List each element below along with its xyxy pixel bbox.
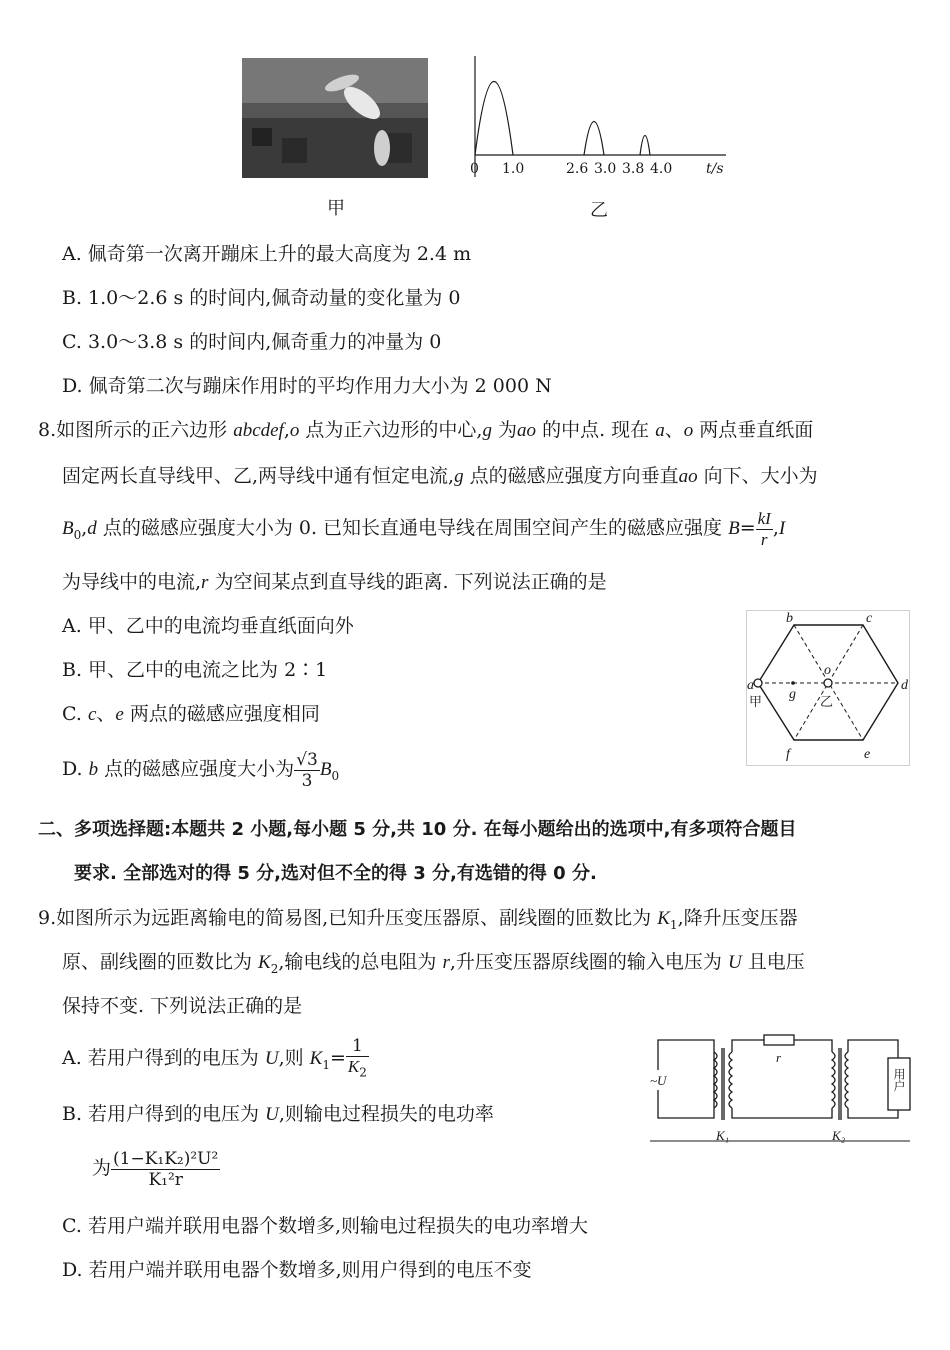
option-a-fraction: $\frac{1}{K_2}$ bbox=[347, 1036, 367, 1080]
user-label: 用户 bbox=[892, 1068, 906, 1092]
label-jia: 甲 bbox=[749, 695, 763, 710]
q9-stem-line-2: 原、副线圈的匝数比为 $K_2$,输电线的总电阻为 r,升压变压器原线圈的输入电压为 U 且电压 bbox=[62, 951, 805, 976]
q8-option-b: B. 甲、乙中的电流之比为 2∶1 bbox=[62, 659, 328, 681]
q9-option-d: D. 若用户端并联用电器个数增多,则用户得到的电压不变 bbox=[62, 1259, 532, 1281]
option-b-fraction: $\frac{\text{(1−K₁K₂)²U²}}{\text{K₁²r}}$ bbox=[113, 1148, 219, 1190]
k2-label: K₂ bbox=[832, 1128, 846, 1143]
resistor-label: r bbox=[776, 1050, 782, 1065]
tick-label: 0 bbox=[470, 161, 479, 177]
label-e: e bbox=[864, 747, 871, 762]
sqrt3-over-3-fraction: $\frac{√3}{3}$ bbox=[296, 749, 318, 791]
q9-option-b-line-2: 为 $\frac{\text{(1−K₁K₂)²U²}}{\text{K₁²r}}$ bbox=[92, 1148, 219, 1190]
bounce-graph bbox=[458, 52, 738, 182]
tick-label: 3.0 bbox=[594, 161, 617, 177]
q9-option-b-line-1: B. 若用户得到的电压为 U,则输电过程损失的电功率 bbox=[62, 1103, 494, 1125]
q7-option-a: A. 佩奇第一次离开蹦床上升的最大高度为 2.4 m bbox=[62, 243, 472, 265]
k1-label: K₁ bbox=[716, 1128, 730, 1143]
q8-option-c: C. c、e 两点的磁感应强度相同 bbox=[62, 703, 320, 725]
q7-option-d: D. 佩奇第二次与蹦床作用时的平均作用力大小为 2 000 N bbox=[62, 375, 552, 397]
photo-caption: 甲 bbox=[327, 198, 345, 219]
label-c: c bbox=[866, 611, 873, 626]
q9-number: 9. bbox=[38, 907, 57, 929]
third-bounce-arc bbox=[640, 136, 650, 156]
axis-label: t/s bbox=[706, 161, 724, 177]
point-g-dot bbox=[791, 681, 795, 685]
label-yi: 乙 bbox=[820, 695, 834, 710]
section-2-header-line-2: 要求. 全部选对的得 5 分,选对但不全的得 3 分,有选错的得 0 分. bbox=[74, 863, 597, 884]
label-f: f bbox=[786, 747, 790, 762]
q8-number: 8. bbox=[38, 419, 57, 441]
label-g: g bbox=[789, 687, 796, 702]
hexagon-diagram bbox=[746, 610, 910, 766]
q9-option-c: C. 若用户端并联用电器个数增多,则输电过程损失的电功率增大 bbox=[62, 1215, 588, 1237]
q8-stem-line-2: 固定两长直导线甲、乙,两导线中通有恒定电流,g 点的磁感应强度方向垂直ao 向下、大小为 bbox=[62, 465, 818, 487]
q9-stem-line-1: 9.如图所示为远距离输电的简易图,已知升压变压器原、副线圈的匝数比为 $K_1$,降升压变压器 bbox=[38, 907, 798, 932]
q8-stem-line-4: 为导线中的电流,r 为空间某点到直导线的距离. 下列说法正确的是 bbox=[62, 571, 607, 593]
section-2-header-line-1: 二、多项选择题:本题共 2 小题,每小题 5 分,共 10 分. 在每小题给出的选项中,有多项符合题目 bbox=[38, 819, 797, 840]
q9-stem-line-3: 保持不变. 下列说法正确的是 bbox=[62, 995, 303, 1017]
label-d: d bbox=[901, 678, 908, 693]
graph-caption: 乙 bbox=[590, 200, 608, 221]
wire-jia-marker bbox=[754, 679, 762, 687]
resistor-r bbox=[764, 1035, 794, 1045]
trampoline-photo bbox=[242, 58, 428, 178]
tick-label: 3.8 bbox=[622, 161, 645, 177]
label-o: o bbox=[824, 663, 831, 678]
q9-option-a: A. 若用户得到的电压为 U,则 $K_1=$ $\frac{1}{K_2}$ bbox=[62, 1036, 369, 1087]
tick-label: 2.6 bbox=[566, 161, 589, 177]
transmission-circuit bbox=[648, 1030, 912, 1148]
tick-label: 4.0 bbox=[650, 161, 673, 177]
q7-option-b: B. 1.0～2.6 s 的时间内,佩奇动量的变化量为 0 bbox=[62, 287, 461, 309]
label-b: b bbox=[786, 611, 793, 626]
first-bounce-arc bbox=[475, 82, 513, 156]
q7-option-c: C. 3.0～3.8 s 的时间内,佩奇重力的冲量为 0 bbox=[62, 331, 442, 353]
wire-yi-marker bbox=[824, 679, 832, 687]
source-label: ~U bbox=[650, 1073, 667, 1088]
field-formula-fraction: $\frac{kI}{r}$ bbox=[757, 508, 771, 549]
q8-stem-line-3: $B_0,d$ 点的磁感应强度大小为 0. 已知长直通电导线在周围空间产生的磁感应强度 B= $\frac{kI}{r}$ ,I bbox=[62, 508, 786, 549]
q8-stem-line-1: 8.如图所示的正六边形 abcdef,o 点为正六边形的中心,g 为ao 的中点. 现在 a、o 两点垂直纸面 bbox=[38, 419, 814, 441]
second-bounce-arc bbox=[584, 122, 604, 156]
q8-option-a: A. 甲、乙中的电流均垂直纸面向外 bbox=[62, 615, 354, 637]
q8-option-d: D. b 点的磁感应强度大小为 $\frac{√3}{3}$ $B_0$ bbox=[62, 749, 340, 791]
label-a: a bbox=[747, 678, 754, 693]
tick-label: 1.0 bbox=[502, 161, 525, 177]
